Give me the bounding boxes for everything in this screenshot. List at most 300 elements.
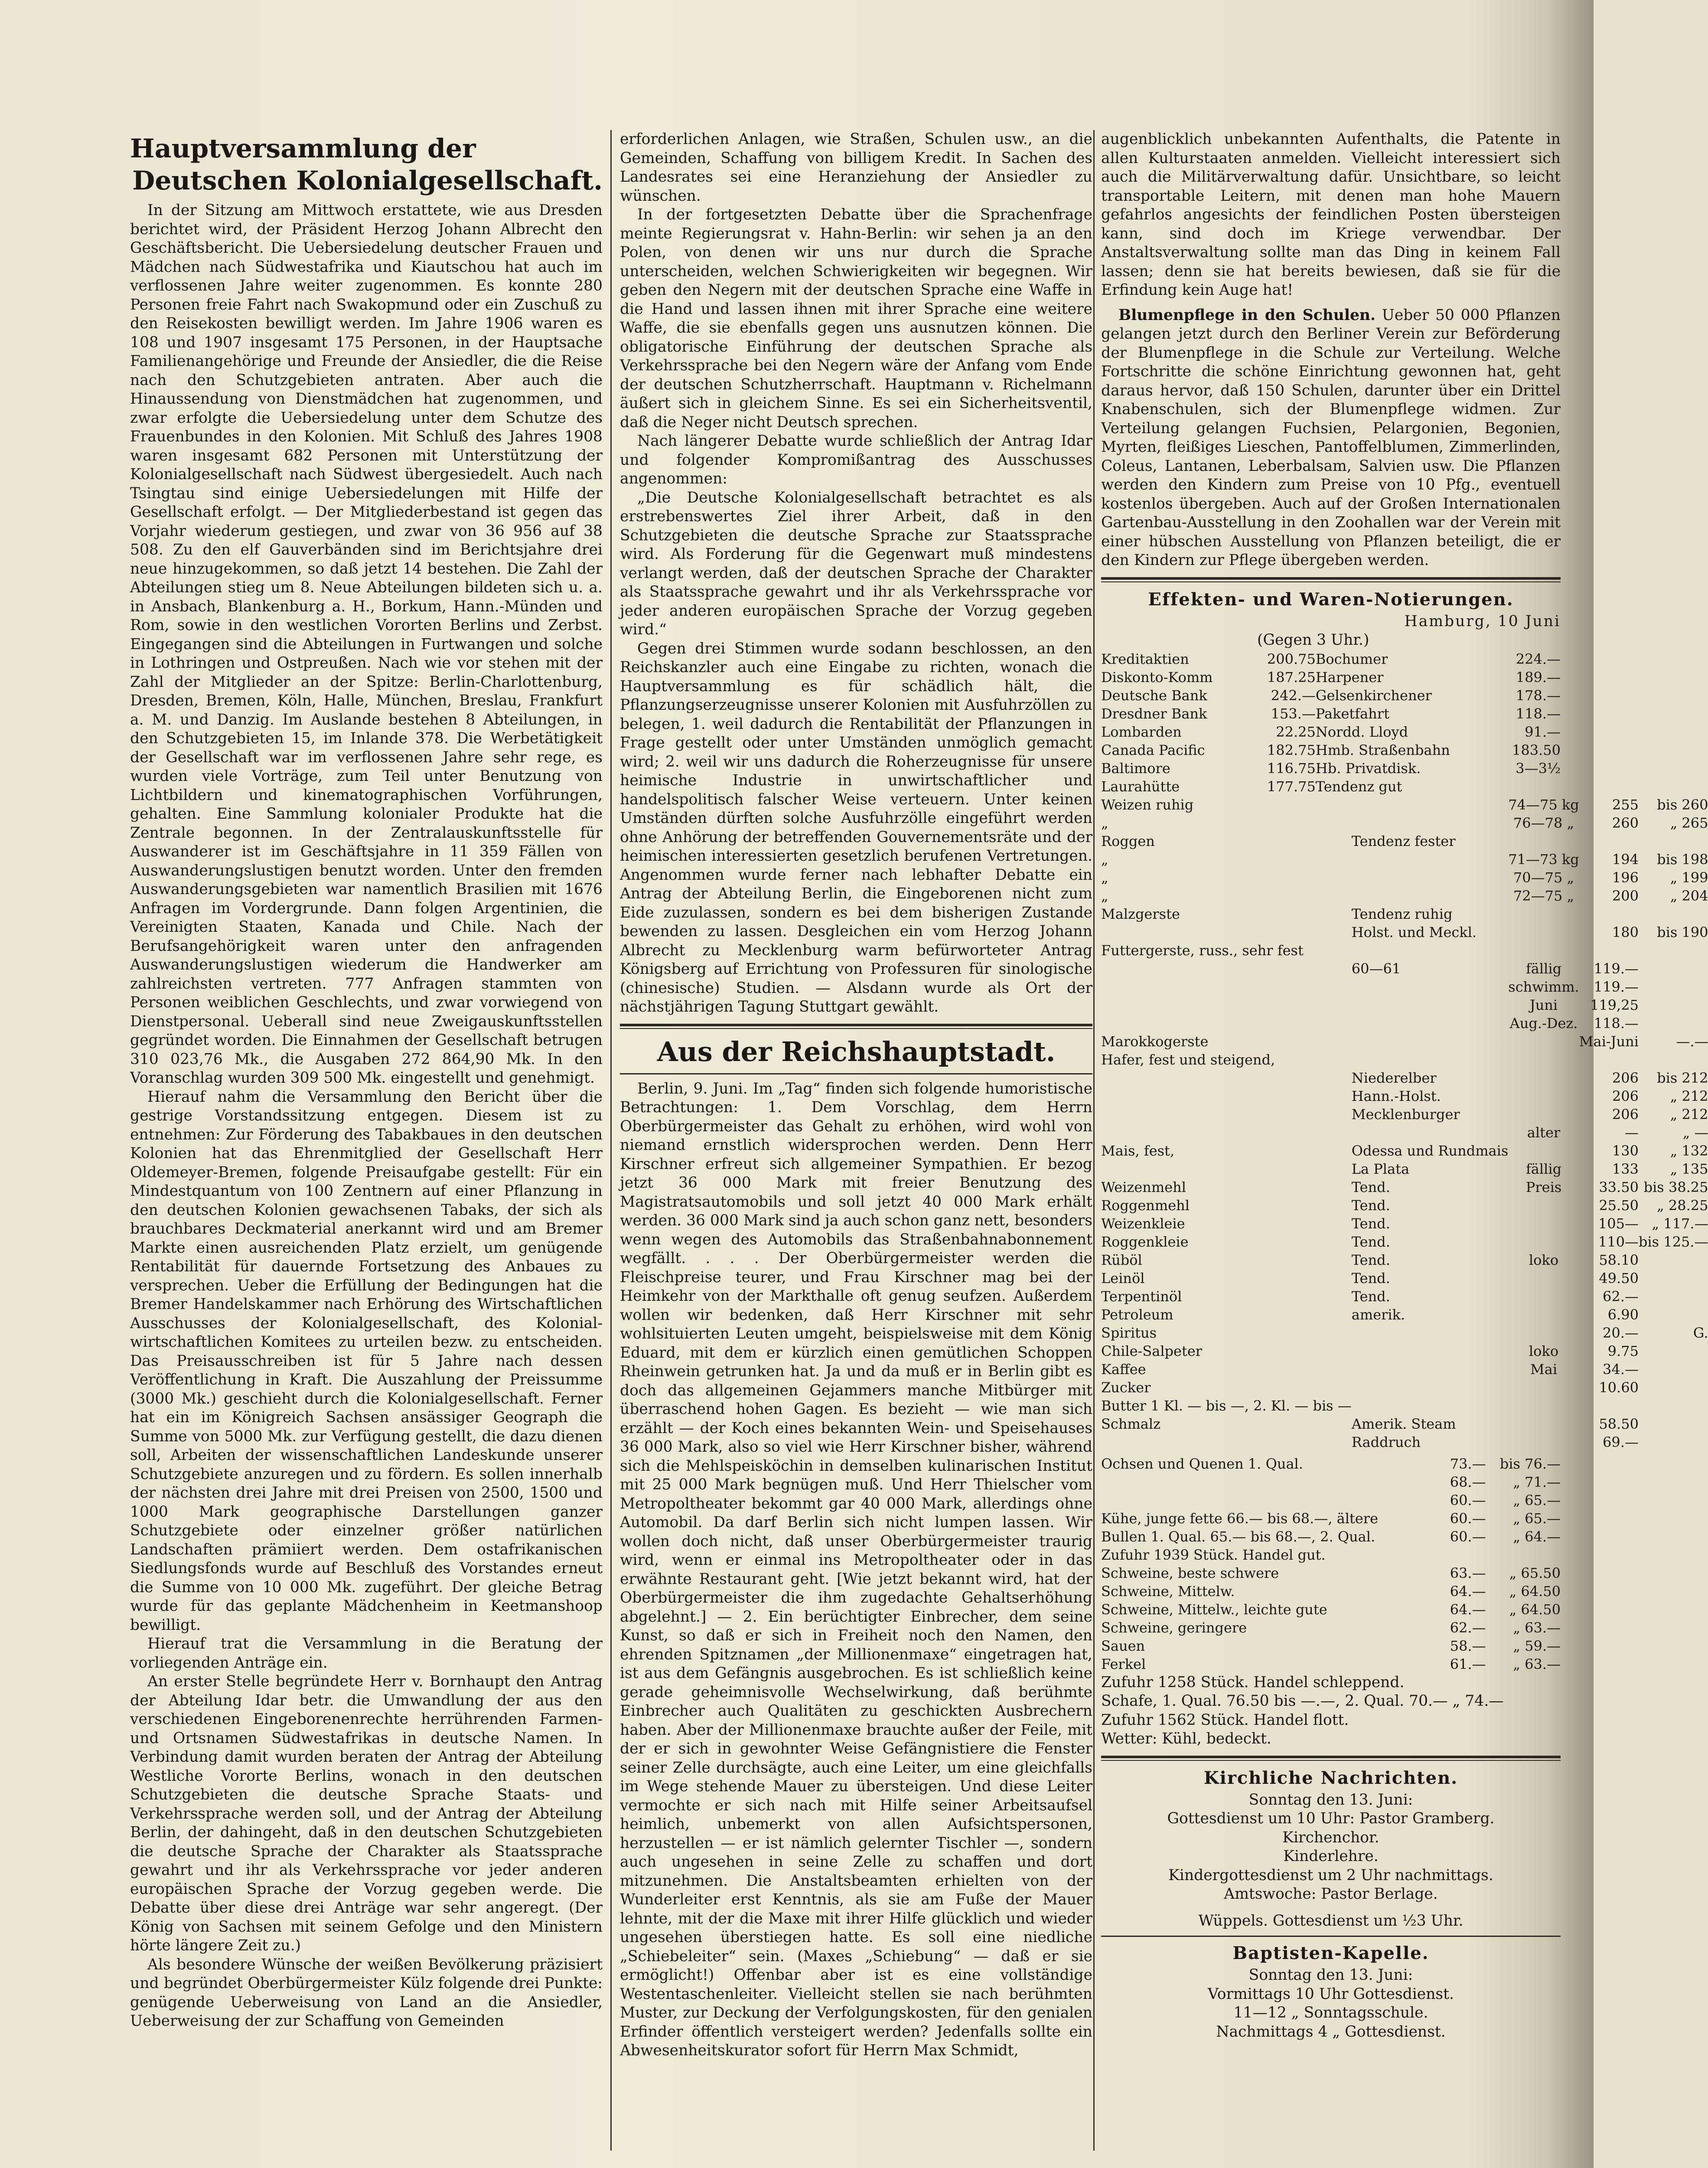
church-title: Kirchliche Nachrichten. (1203, 1767, 1458, 1788)
commodity-row-cell: „ 265 (1670, 814, 1708, 831)
livestock-row-cell: „ 63.— (1513, 1619, 1561, 1636)
article-paragraph: An erster Stelle begründete Herr v. Bornhaupt den Antrag der Abteilung Idar betr. die Umwandlung der aus den verschiedenen Eingeborenenrechte herrührenden Farmen- und Ortsnamen Südwestafrikas in deutsche Namen. In Verbindung damit wurden beraten der Antrag der Abteilung Westliche Vororte Berlins, wonach in den deutschen Schutzgebieten die deutsche Sprache Staats- und Verkehrssprache werden soll, und der Antrag der Abteilung Berlin, der dahingeht, daß in den deutschen Schutzgebieten die deutsche Sprache der Charakter als Staatssprache gewahrt und ihr als Verkehrssprache vor jeder anderen europäischen Sprache der Vorzug gegeben werde. Die Debatte über diese drei Anträge war sehr angeregt. (Der König von Sachsen mit seinem Gefolge und den Ministern hörte längere Zeit zu.) (130, 1673, 603, 1954)
commodity-row-cell (1639, 1378, 1708, 1397)
stock-row-cell: Deutsche Bank (1101, 687, 1207, 704)
section-divider (1101, 577, 1561, 582)
commodity-row-cell (1508, 905, 1579, 923)
commodity-row-cell (1352, 1032, 1509, 1051)
commodity-row-cell: Zucker (1101, 1379, 1151, 1396)
commodity-row-cell (1352, 978, 1509, 996)
commodity-row (1101, 1342, 1708, 1360)
commodity-row-cell: Tend. (1351, 1215, 1390, 1232)
church-line: Kirchenchor. (1282, 1828, 1379, 1846)
commodity-row-cell: 110— (1598, 1233, 1639, 1250)
stock-row-cell: Harpener (1315, 669, 1384, 686)
commodity-row-cell: 180 (1612, 924, 1639, 940)
commodity-row-cell: 119.— (1594, 960, 1639, 977)
commodity-row-cell (1639, 1051, 1708, 1069)
commodity-row-cell: „ 204 (1670, 887, 1708, 904)
livestock-row-cell: Schweine, beste schwere (1101, 1564, 1279, 1581)
commodity-row-cell (1352, 1397, 1509, 1415)
stock-row (1101, 650, 1561, 668)
commodity-row (1101, 1287, 1708, 1306)
livestock-row-cell: Schweine, Mittelw. (1101, 1583, 1235, 1600)
commodity-row-cell (1101, 1087, 1352, 1105)
commodity-row-cell: „ (1101, 887, 1108, 904)
commodity-row-cell (1508, 1032, 1579, 1051)
commodity-row-cell: 119,25 (1590, 996, 1639, 1013)
baptist-line: Vormittags 10 Uhr Gottesdienst. (1208, 1985, 1454, 2003)
commodity-row-cell: Amerik. Steam (1351, 1415, 1456, 1432)
commodity-row (1101, 1051, 1708, 1069)
article-paragraph: In der fortgesetzten Debatte über die Sprachenfrage meinte Regierungsrat v. Hahn-Berlin: wir sehen ja an den Polen, von denen wir uns nur durch die Sprache unterscheiden, welchen Schwierigkeiten wir begegnen. Wir geben den Negern mit der deutschen Sprache eine Waffe in die Hand und lassen ihnen mit ihrer Sprache eine weitere Waffe, die sie ebenfalls gegen uns ausnutzen können. Die obligatorische Einführung der deutschen Sprache als Verkehrssprache bei den Negern wäre der Anfang vom Ende der deutschen Schutzherrschaft. Hauptmann v. Richelmann äußert sich in gleichem Sinne. Es sei ein Sicherheitsventil, daß die Neger nicht Deutsch sprechen. (620, 206, 1092, 431)
headline-line-2: Deutschen Kolonialgesellschaft. (132, 166, 603, 196)
commodity-row (1101, 1160, 1708, 1178)
commodity-row-cell (1508, 1051, 1579, 1069)
blumen-text: Ueber 50 000 Pflanzen gelangen jetzt durch den Berliner Verein zur Beförderung der Blumenpflege in die Schule zur Verteilung. Welche Fortschritte die schöne Einrichtung gewonnen hat, geht daraus hervor, daß 150 Schulen, darunter über ein Drittel Knabenschulen, sich der Blumenpflege widmen. Zur Verteilung gelangen Fuchsien, Pelargonien, Begonien, Myrten, fleißiges Lieschen, Pantoffelblumen, Zimmerlinden, Coleus, Lantanen, Leberbalsam, Salvien usw. Die Pflanzen werden den Kindern zum Preise von 10 Pfg., eventuell kostenlos übergeben. Auch auf der Großen Internationalen Gartenbau-Ausstellung in den Zoohallen war der Verein mit einer hübschen Ausstellung von Pflanzen beteiligt, die er den Kindern zur Pflege übergeben werden. (1101, 306, 1561, 569)
church-line: Kindergottesdienst um 2 Uhr nachmittags. (1168, 1866, 1493, 1884)
commodity-row-cell: 34.— (1603, 1361, 1639, 1378)
commodity-row (1101, 960, 1708, 978)
commodity-row (1101, 869, 1708, 887)
commodity-row-cell (1508, 1378, 1579, 1397)
stock-row-cell: Baltimore (1101, 760, 1170, 777)
commodity-row-cell: „ 199 (1670, 869, 1708, 886)
commodity-row-cell: Malzgerste (1101, 905, 1180, 922)
commodity-row (1101, 996, 1708, 1014)
livestock-row-cell: 60.— (1450, 1510, 1486, 1527)
commodity-row-cell: Tend. (1351, 1233, 1390, 1250)
stock-row-cell: Diskonto-Komm (1101, 669, 1213, 686)
article-paragraph: Nach längerer Debatte wurde schließlich der Antrag Idar und folgender Kompromißantrag des Ausschusses angenommen: (620, 432, 1092, 487)
livestock-row-cell: 63.— (1450, 1564, 1486, 1581)
commodity-row-cell: bis 212 (1657, 1069, 1708, 1086)
livestock-row (1101, 1619, 1561, 1637)
church-line: Sonntag den 13. Juni: (1248, 1791, 1413, 1809)
commodity-row-cell: 255 (1612, 796, 1639, 813)
commodity-row-cell (1639, 1360, 1708, 1378)
commodity-row-cell: Weizenmehl (1101, 1179, 1186, 1195)
commodity-row-cell (1352, 850, 1509, 869)
commodity-row-cell: 33.50 (1599, 1179, 1639, 1195)
market-time: (Gegen 3 Uhr.) (1257, 631, 1369, 649)
commodity-row-cell (1352, 1378, 1509, 1397)
commodity-row (1101, 887, 1708, 905)
stock-row (1101, 668, 1561, 686)
livestock-row (1101, 1491, 1561, 1509)
commodity-row-cell: Tend. (1351, 1179, 1390, 1195)
livestock-row-cell: 64.— (1450, 1601, 1486, 1618)
commodity-row (1101, 978, 1708, 996)
stock-row-cell: Hb. Privatdisk. (1315, 760, 1421, 777)
commodity-row-cell (1101, 996, 1352, 1014)
commodity-row-cell (1352, 1051, 1509, 1069)
livestock-note: Wetter: Kühl, bedeckt. (1101, 1730, 1271, 1747)
commodity-row-cell (1579, 832, 1639, 850)
commodity-row-cell: bis 125.— (1638, 1233, 1708, 1250)
commodity-row (1101, 1196, 1708, 1215)
commodity-row-cell: 200 (1612, 887, 1639, 904)
commodity-row-cell (1639, 832, 1708, 850)
livestock-row-cell: bis 76.— (1499, 1455, 1561, 1472)
stock-row-cell: Lombarden (1101, 723, 1182, 740)
commodity-row (1101, 1032, 1708, 1051)
headline-kolonialgesellschaft (130, 133, 603, 197)
headline-reichshauptstadt: Aus der Reichshauptstadt. (657, 1035, 1056, 1068)
commodity-row (1101, 1415, 1708, 1433)
church-line: Amtswoche: Pastor Berlage. (1224, 1885, 1438, 1903)
commodity-row-cell (1352, 814, 1509, 832)
commodity-row-cell (1579, 905, 1639, 923)
commodity-row-cell: Mai-Juni (1579, 1033, 1639, 1050)
market-title: Effekten- und Waren-Notierungen. (1148, 589, 1514, 610)
commodity-row-cell (1101, 1069, 1352, 1087)
commodity-table (1101, 796, 1708, 1451)
commodity-row-cell: „ 212 (1670, 1087, 1708, 1104)
commodity-row-cell: 25.50 (1599, 1197, 1639, 1214)
commodity-row-cell: Preis (1525, 1179, 1562, 1195)
commodity-row-cell: Juni (1529, 996, 1558, 1013)
baptist-title: Baptisten-Kapelle. (1232, 1943, 1429, 1963)
stock-row-cell: 118.— (1516, 705, 1561, 722)
commodity-row-cell: Leinöl (1101, 1270, 1145, 1286)
stock-row-cell: Bochumer (1315, 650, 1388, 667)
commodity-row-cell (1508, 1433, 1579, 1451)
livestock-row (1101, 1528, 1561, 1546)
commodity-row-cell (1508, 1142, 1579, 1160)
stock-row-cell: 22.25 (1276, 723, 1316, 740)
livestock-row-cell: 73.— (1450, 1455, 1486, 1472)
commodity-row-cell: 62.— (1603, 1288, 1639, 1305)
commodity-row-cell: bis 190 (1657, 924, 1708, 940)
commodity-row (1101, 1014, 1708, 1032)
commodity-row-cell: 133 (1612, 1160, 1639, 1177)
commodity-row-cell (1101, 1160, 1352, 1178)
commodity-row-cell: Kaffee (1101, 1361, 1146, 1378)
section-divider (1101, 1756, 1561, 1761)
commodity-row-cell: La Plata (1351, 1160, 1410, 1177)
commodity-row-cell (1508, 1306, 1579, 1324)
stock-row (1101, 705, 1561, 723)
livestock-row (1101, 1473, 1561, 1491)
commodity-row (1101, 905, 1708, 923)
commodity-row-cell (1508, 1287, 1579, 1306)
commodity-row-cell (1508, 1069, 1579, 1087)
commodity-row-cell: amerik. (1351, 1306, 1405, 1323)
commodity-row-cell: Tend. (1351, 1197, 1390, 1214)
commodity-row-cell (1508, 1087, 1579, 1105)
commodity-row-cell (1508, 832, 1579, 850)
commodity-row-cell (1352, 869, 1509, 887)
commodity-row-cell: Tendenz ruhig (1351, 905, 1453, 922)
commodity-row-cell: Holst. und Meckl. (1351, 924, 1477, 940)
baptist-line: 11—12 „ Sonntagsschule. (1233, 2004, 1428, 2021)
stock-row-cell: Kreditaktien (1101, 650, 1189, 667)
commodity-row-cell (1101, 923, 1352, 941)
commodity-row (1101, 941, 1708, 960)
commodity-row-cell: Butter 1 Kl. — bis —, 2. Kl. — bis — (1101, 1397, 1352, 1414)
commodity-row-cell: Tend. (1351, 1251, 1390, 1268)
commodity-row-cell: 58.10 (1599, 1251, 1639, 1268)
commodity-row-cell: 206 (1612, 1069, 1639, 1086)
livestock-row-cell: „ 65.— (1513, 1492, 1561, 1508)
commodity-row-cell: fällig (1525, 960, 1562, 977)
livestock-row-cell (1101, 1473, 1442, 1491)
commodity-row-cell: Marokkogerste (1101, 1033, 1209, 1050)
commodity-row-cell: 260 (1612, 814, 1639, 831)
commodity-row-cell (1101, 978, 1352, 996)
livestock-row-cell: Sauen (1101, 1637, 1145, 1654)
commodity-row-cell: „ (1101, 869, 1108, 886)
livestock-row-cell: 64.— (1450, 1583, 1486, 1600)
market-place: Hamburg, 10 Juni (1404, 612, 1561, 630)
livestock-row-cell: Schweine, geringere (1101, 1619, 1247, 1636)
column-rule (610, 130, 612, 2151)
commodity-row-cell: Hann.-Holst. (1351, 1087, 1441, 1104)
livestock-row-cell: „ 64.— (1513, 1528, 1561, 1545)
livestock-row-cell: 61.— (1450, 1655, 1486, 1672)
commodity-row (1101, 796, 1708, 814)
commodity-row-cell: G. (1693, 1324, 1708, 1341)
commodity-row-cell (1352, 996, 1509, 1014)
commodity-row-cell (1639, 960, 1708, 978)
article-paragraph: Hierauf nahm die Versammlung den Bericht über die gestrige Vorstandssitzung entgegen. Diesem ist zu entnehmen: Zur Förderung des Tabakbaues in den deutschen Kolonien hat das Ehrenmitglied der Gesellschaft Herr Oldemeyer-Bremen, folgende Preisaufgabe gestellt: Für ein Mindestquantum von 100 Zentnern auf einer Pflanzung in den deutschen Kolonien gewachsenen Tabaks, der sich als brauchbares Deckmaterial anerkannt wird und am Bremer Markte einen ausreichenden Platz erzielt, um genügende Rentabilität für dauernde Fortsetzung des Anbaues zu versprechen. Ueber die Erfüllung der Bedingungen hat die Bremer Handelskammer nach Erhörung des Wirtschaftlichen Ausschusses der Kolonialgesellschaft, des Kolonial-wirtschaftlichen Komitees zu urteilen bezw. zu entscheiden. Das Preisausschreiben ist für 5 Jahre nach dessen Veröffentlichung in Kraft. Die Auszahlung der Preissumme (3000 Mk.) geschieht durch die Kolonialgesellschaft. Ferner hat ein im Königreich Sachsen ansässiger Geograph die Summe von 5000 Mk. zur Verfügung gestellt, die dazu dienen soll, Arbeiten der wissenschaftlichen Landeskunde unserer Schutzgebiete anzuregen und zu fördern. Es sollen innerhalb der nächsten drei Jahre mit drei Preisen von 2500, 1500 und 1000 Mark geographische Darstellungen ganzer Schutzgebiete oder einzelner größer natürlichen Landschaften prämiiert werden. Dem ostafrikanischen Siedlungsfonds wurde auf Beschluß des Vorstandes erneut die Summe von 10 000 Mk. zugeführt. Der gleiche Betrag wurde für das geplante Mädchenheim in Keetmanshoop bewilligt. (130, 1088, 603, 1634)
commodity-row-cell (1508, 1397, 1579, 1415)
livestock-row-cell (1101, 1491, 1442, 1509)
commodity-row-cell: 49.50 (1599, 1270, 1639, 1286)
commodity-row-cell (1639, 1306, 1708, 1324)
stock-row-cell: Gelsenkirchener (1315, 687, 1432, 704)
commodity-row-cell: Weizenkleie (1101, 1215, 1185, 1232)
livestock-row (1101, 1455, 1561, 1473)
commodity-row-cell: 194 (1612, 851, 1639, 868)
commodity-row-cell: 196 (1612, 869, 1639, 886)
commodity-row-cell (1639, 941, 1708, 960)
stock-row-cell: 153.— (1271, 705, 1316, 722)
commodity-row-cell: Raddruch (1351, 1433, 1421, 1450)
commodity-row-cell (1639, 1251, 1708, 1269)
commodity-row (1101, 1251, 1708, 1269)
commodity-row-cell: „ 212 (1670, 1106, 1708, 1123)
article-paragraph: Gegen drei Stimmen wurde sodann beschlossen, an den Reichskanzler auch eine Eingabe zu richten, wonach die Hauptversammlung es für schädlich hält, die Pflanzungserzeugnisse unserer Kolonien mit Ausfuhrzöllen zu belegen, 1. weil dadurch die Rentabilität der Pflanzungen in Frage gestellt oder unter Umständen unmöglich gemacht wird; 2. weil wir uns dadurch die Roherzeugnisse für unsere heimische Industrie in unwirtschaftlicher und handelspolitisch falscher Weise verteuern. Unter keinen Umständen dürften solche Ausfuhrzölle eingeführt werden ohne Anhörung der betreffenden Gouvernementsräte und der heimischen interessierten gesetzlich berufenen Vertretungen. Angenommen wurde ferner nach lebhafter Debatte ein Antrag der Abteilung Berlin, die Eingeborenen nicht zum Eide zuzulassen, sondern es bei dem bisherigen Zustande bewenden zu lassen. Desgleichen ein vom Herzog Johann Albrecht zu Mecklenburg warm befürworteter Antrag Königsberg auf Errichtung von Professuren für sinologische (chinesische) Studien. — Alsdann wurde als Ort der nächstjährigen Tagung Stuttgart gewählt. (620, 640, 1092, 1015)
commodity-row-cell (1639, 1014, 1708, 1032)
commodity-row-cell: Roggen (1101, 833, 1155, 849)
commodity-row-cell: 69.— (1603, 1433, 1639, 1450)
livestock-row-cell: 68.— (1450, 1473, 1486, 1490)
commodity-row-cell: Tend. (1351, 1288, 1390, 1305)
livestock-row-cell: „ 63.— (1513, 1655, 1561, 1672)
commodity-row-cell: 10.60 (1599, 1379, 1639, 1396)
commodity-row-cell (1508, 1215, 1579, 1233)
livestock-row (1101, 1600, 1561, 1619)
blumen-notice (1101, 306, 1561, 570)
commodity-row-cell: 206 (1612, 1106, 1639, 1123)
livestock-note: Schafe, 1. Qual. 76.50 bis —.—, 2. Qual. 70.— „ 74.— (1101, 1692, 1504, 1710)
commodity-row-cell (1352, 1360, 1509, 1378)
commodity-row-cell: 9.75 (1607, 1342, 1639, 1359)
baptist-line: Sonntag den 13. Juni: (1248, 1966, 1413, 1984)
church-line: Kinderlehre. (1283, 1848, 1379, 1865)
commodity-row-cell (1639, 1397, 1708, 1415)
stock-row-cell: 116.75 (1267, 760, 1316, 777)
livestock-row-cell (1442, 1546, 1486, 1564)
commodity-row-cell (1639, 1287, 1708, 1306)
commodity-row-cell (1101, 1014, 1352, 1032)
article-paragraph: Als besondere Wünsche der weißen Bevölkerung präzisiert und begründet Oberbürgermeister Külz folgende drei Punkte: genügende Ueberweisung von Land an die Ansiedler, Ueberweisung der zur Schaffung von Gemeinden (130, 1956, 603, 2030)
livestock-row (1101, 1564, 1561, 1582)
commodity-row (1101, 923, 1708, 941)
livestock-row-cell (1486, 1546, 1561, 1564)
commodity-row-cell: bis 260 (1657, 796, 1708, 813)
commodity-row-cell: Aug.-Dez. (1509, 1015, 1578, 1032)
commodity-row-cell: Mais, fest, (1101, 1142, 1175, 1159)
commodity-row-cell (1352, 796, 1509, 814)
commodity-row (1101, 1306, 1708, 1324)
commodity-row-cell (1639, 978, 1708, 996)
livestock-row-cell: Schweine, Mittelw., leichte gute (1101, 1601, 1327, 1618)
commodity-row-cell: Schmalz (1101, 1415, 1160, 1432)
commodity-row-cell: 72—75 „ (1513, 887, 1574, 904)
commodity-row-cell: Niederelber (1351, 1069, 1437, 1086)
livestock-row-cell: Ochsen und Quenen 1. Qual. (1101, 1455, 1303, 1472)
commodity-row (1101, 814, 1708, 832)
livestock-row-cell: „ 65.— (1513, 1510, 1561, 1527)
livestock-note: Zufuhr 1258 Stück. Handel schleppend. (1101, 1673, 1405, 1691)
livestock-row-cell: 58.— (1450, 1637, 1486, 1654)
livestock-row-cell: Bullen 1. Qual. 65.— bis 68.—, 2. Qual. (1101, 1528, 1376, 1545)
commodity-row-cell (1508, 941, 1579, 960)
commodity-row-cell (1101, 1105, 1352, 1123)
livestock-row-cell: „ 59.— (1513, 1637, 1561, 1654)
commodity-row-cell: loko (1529, 1251, 1559, 1268)
commodity-row-cell (1352, 887, 1509, 905)
commodity-row-cell (1101, 1433, 1352, 1451)
commodity-row-cell: alter (1527, 1124, 1561, 1141)
commodity-row (1101, 1360, 1708, 1378)
stock-row (1101, 741, 1561, 759)
commodity-row-cell: 130 (1612, 1142, 1639, 1159)
commodity-row-cell (1352, 941, 1509, 960)
livestock-table (1101, 1455, 1561, 1673)
stock-row-cell: Canada Pacific (1101, 741, 1205, 758)
commodity-row-cell (1579, 941, 1639, 960)
commodity-row-cell (1639, 1342, 1708, 1360)
commodity-row-cell: 206 (1612, 1087, 1639, 1104)
headline-line-1: Hauptversammlung der (130, 134, 476, 164)
commodity-row-cell: —.— (1676, 1033, 1708, 1050)
commodity-row-cell: Mai (1530, 1361, 1558, 1378)
stock-row-cell: Laurahütte (1101, 778, 1180, 795)
livestock-row-cell: Zufuhr 1939 Stück. Handel gut. (1101, 1546, 1326, 1563)
commodity-row (1101, 832, 1708, 850)
blumen-title: Blumenpflege in den Schulen. (1118, 306, 1376, 324)
divider (1101, 1936, 1561, 1937)
article-paragraph: Berlin, 9. Juni. Im „Tag“ finden sich folgende humoristische Betrachtungen: 1. Dem Vorschlag, dem Herrn Oberbürgermeister das Gehalt zu erhöhen, wird wohl von niemand ernstlich widersprochen werden. Denn Herr Kirschner erfreut sich allgemeiner Sympathien. Er bezog jetzt 36 000 Mark mit freier Benutzung des Magistratsautomobils und soll jetzt 40 000 Mark erhält werden. 36 000 Mark sind ja auch schon ganz nett, besonders wenn wegen des Automobils das Straßenbahnabonnement wegfällt. . . . Der Oberbürgermeister werden die Fleischpreise teurer, und Frau Kirschner mag bei der Heimkehr von der Markthalle oft genug seufzen. Außerdem wollen wir bedenken, daß Herr Kirschner mit sehr wohlsituierten Leuten umgeht, beispielsweise mit dem König Eduard, mit dem er kürzlich einen gemütlichen Schoppen Rheinwein getrunken hat. Ja und da muß er in Berlin gibt es doch das allgemeinen Gejammers manche Mitbürger mit überraschend hohen Gagen. Es bezieht — wie man sich erzählt — der Koch eines bekannten Wein- und Speisehauses 36 000 Mark, also so viel wie Herr Kirschner bisher, während sich die Mehlspeisköchin in demselben kulinarischen Institut mit 25 000 Mark begnügen muß. Und Herr Thielscher vom Metropoltheater bekommt gar 40 000 Mark, allerdings ohne Automobil. Da darf Berlin sich nicht lumpen lassen. Wir wollen doch nicht, daß unser Oberbürgermeister traurig wird, wenn er einmal ins Metropoltheater oder in das erwähnte Restaurant geht. [Wie jetzt bekannt wird, hat der Oberbürgermeister die ihm zugedachte Gehaltserhöhung abgelehnt.] — 2. Ein berüchtigter Einbrecher, dem seine Kunst, so daß er sich in Freiheit noch den Namen, den ehrenden Spitznamen „der Millionenmaxe“ eingetragen hat, ist aus dem Gefängnis ausgebrochen. Es ist schließlich keine gerade geheimnisvolle Wechselwirkung, daß berühmte Einbrecher auch Qualitäten zu geschickten Ausbrechern haben. Aber der Millionenmaxe brauchte außer der Feile, mit der er sich in gewohnter Weise Gefängnistiere die Fenster seiner Zelle durchsägte, auch eine Leiter, um eine gleichfalls im Wege stehende Mauer zu übersteigen. Und diese Leiter vermochte er sich nach mit Hilfe seiner Arbeitsaufsel heimlich, unbemerkt von allen Aufsichtspersonen, herzustellen — er ist nämlich gelernter Tischler —, sondern auch ungesehen in seine Zelle zu schaffen und dort mitzunehmen. Die Anstaltsbeamten erhielten von der Wunderleiter erst Kenntnis, als sie am Fuße der Mauer lehnte, mit der die Maxe mit ihrer Hilfe glücklich und wieder ungesehen überstiegen hatte. Es soll eine niedliche „Schiebeleiter“ sein. (Maxes „Schiebung“ — daß er sie ermöglicht!) Offenbar aber ist es eine vollständige Westentaschenleiter. Vielleicht stellen sie nach berühmten Muster, zur Deckung der Verfolgungskosten, für den genialen Erfinder öffentlich versteigert werden? Jedenfalls sollte ein Abwesenheitskurator sofort für Herrn Max Schmidt, (620, 1080, 1092, 2059)
stock-row-cell: 178.— (1516, 687, 1561, 704)
commodity-row-cell: 119.— (1594, 978, 1639, 995)
livestock-row-cell: „ 65.50 (1509, 1564, 1561, 1581)
commodity-row-cell: 118.— (1594, 1015, 1639, 1032)
livestock-row (1101, 1655, 1561, 1673)
commodity-row-cell: Odessa und Rundmais (1351, 1142, 1509, 1159)
commodity-row-cell (1352, 1014, 1509, 1032)
commodity-row-cell (1508, 1324, 1579, 1342)
headline-rule (620, 1073, 1092, 1074)
commodity-row-cell (1352, 1123, 1509, 1142)
stock-row-cell: 200.75 (1267, 650, 1316, 667)
stock-row (1101, 759, 1561, 777)
commodity-row-cell: Roggenkleie (1101, 1233, 1189, 1250)
commodity-row-cell: 60—61 (1351, 960, 1401, 977)
article-quote: „Die Deutsche Kolonialgesellschaft betrachtet es als erstrebenswertes Ziel ihrer Arbeit, daß in den Schutzgebieten die deutsche Sprache zur Staatssprache wird. Als Forderung für die Gegenwart muß mindestens verlangt werden, daß der deutschen Sprache der Charakter als Staatssprache gewahrt und ihr als Verkehrssprache vor jeder anderen europäischen Sprache der Vorzug gegeben wird.“ (620, 489, 1092, 638)
commodity-row-cell: fällig (1525, 1160, 1562, 1177)
commodity-row-cell: Spiritus (1101, 1324, 1157, 1341)
stock-row-cell: Hmb. Straßenbahn (1315, 741, 1450, 758)
stock-row-cell: 187.25 (1267, 669, 1316, 686)
livestock-row (1101, 1546, 1561, 1564)
baptist-line: Nachmittags 4 „ Gottesdienst. (1216, 2023, 1446, 2041)
commodity-row-cell: Terpentinöl (1101, 1288, 1182, 1305)
commodity-row (1101, 1142, 1708, 1160)
commodity-row-cell: 74—75 kg (1508, 796, 1579, 813)
livestock-row (1101, 1637, 1561, 1655)
stock-row-cell: 177.75 (1267, 778, 1316, 795)
commodity-row-cell: Chile-Salpeter (1101, 1342, 1203, 1359)
commodity-row-cell: bis 198 (1657, 851, 1708, 868)
commodity-row-cell (1508, 1196, 1579, 1215)
livestock-row-cell: Ferkel (1101, 1655, 1146, 1672)
commodity-row-cell (1639, 1269, 1708, 1287)
livestock-row (1101, 1509, 1561, 1528)
stock-row-cell: 3—3½ (1516, 760, 1561, 777)
stock-row-cell: 183.50 (1512, 741, 1561, 758)
column-1 (130, 130, 603, 2031)
commodity-row-cell: 105— (1598, 1215, 1639, 1232)
stock-row (1101, 723, 1561, 741)
livestock-row-cell: „ 64.50 (1509, 1583, 1561, 1600)
commodity-row-cell (1508, 1233, 1579, 1251)
stock-row-cell: Tendenz gut (1315, 778, 1402, 795)
commodity-row-cell: „ 132 (1670, 1142, 1708, 1159)
stock-row-cell: Nordd. Lloyd (1315, 723, 1408, 740)
column-rule (1093, 130, 1095, 2151)
commodity-row-cell (1579, 1397, 1639, 1415)
livestock-row-cell: „ 64.50 (1509, 1601, 1561, 1618)
commodity-row-cell (1101, 1123, 1352, 1142)
stock-row-cell: 224.— (1516, 650, 1561, 667)
commodity-row-cell: Petroleum (1101, 1306, 1173, 1323)
commodity-row-cell: „ 117.— (1652, 1215, 1708, 1232)
commodity-row-cell: schwimm. (1508, 978, 1579, 995)
stock-row-cell: Paketfahrt (1315, 705, 1389, 722)
commodity-row (1101, 1178, 1708, 1196)
commodity-row (1101, 1069, 1708, 1087)
livestock-row-cell: 60.— (1450, 1528, 1486, 1545)
article-paragraph: In der Sitzung am Mittwoch erstattete, wie aus Dresden berichtet wird, der Präsident Herzog Johann Albrecht den Geschäftsbericht. Die Uebersiedelung deutscher Frauen und Mädchen nach Südwestafrika und Kiautschou hat auch im verflossenen Jahre weiter zugenommen. Es konnte 280 Personen freie Fahrt nach Swakopmund oder ein Zuschuß zu den Reisekosten bewilligt werden. Im Jahre 1906 waren es 108 und 1907 insgesamt 175 Personen, in der Hauptsache Familienangehörige und Freunde der Ansiedler, die die Reise nach den Schutzgebieten antraten. Aber auch die Hinaussendung von Dienstmädchen hat zugenommen, und zwar erfolgte die Uebersiedelung unter dem Schutze des Frauenbundes in den Kolonien. Mit Schluß des Jahres 1908 waren insgesamt 682 Personen mit Unterstützung der Kolonialgesellschaft nach Südwest übergesiedelt. Auch nach Tsingtau sind einige Uebersiedelungen mit Hilfe der Gesellschaft erfolgt. — Der Mitgliederbestand ist gegen das Vorjahr wiederum gestiegen, und zwar von 36 956 auf 38 508. Zu den elf Gauverbänden sind im Berichtsjahre drei neue hinzugekommen, so daß jetzt 14 bestehen. Die Zahl der Abteilungen stieg um 8. Neue Abteilungen bildeten sich u. a. in Ansbach, Blankenburg a. H., Borkum, Hann.-Münden und Rom, sowie in den westlichen Vororten Berlins und Zerbst. Eingegangen sind die Abteilungen in Furtwangen und solche in Lothringen und Ostpreußen. Nach wie vor stehen mit der Zahl der Mitglieder an der Spitze: Berlin-Charlottenburg, Dresden, Bremen, Köln, Halle, München, Breslau, Frankfurt a. M. und Danzig. Im Auslande bestehen 8 Abteilungen, in den Schutzgebieten 15, im Inlande 378. Die Werbetätigkeit der Gesellschaft war im verflossenen Jahre sehr rege, es wurden viele Vorträge, zum Teil unter Benutzung von Lichtbildern und kinematographischen Vorführungen, gehalten. Eine Sammlung kolonialer Produkte hat die Zentrale begonnen. In der Zentralauskunftsstelle für Auswanderer ist im Geschäftsjahre in 11 359 Fällen von Auswanderungslustigen benutzt worden. Unter den fremden Auswanderungsgebieten war namentlich Brasilien mit 1676 Anfragen im Vordergrunde. Dann folgen Argentinien, die Vereinigten Staaten, Kanada und Chile. Nach der Berufsangehörigkeit waren unter den anfragenden Auswanderungslustigen wiederum die Handwerker am zahlreichsten vertreten. 777 Anfragen stammten von Personen weiblichen Geschlechts, und zwar vorwiegend von Dienstpersonal. Ueberall sind neue Zweigauskunftsstellen gegründet worden. Die Einnahmen der Gesellschaft betrugen 310 023,76 Mk., die Ausgaben 272 864,90 Mk. In den Voranschlag wurden 309 500 Mk. eingestellt und genehmigt. (130, 202, 603, 1087)
stock-row-cell: 242.— (1271, 687, 1316, 704)
commodity-row (1101, 1233, 1708, 1251)
commodity-row-cell: „ 135 (1670, 1160, 1708, 1177)
article-paragraph: erforderlichen Anlagen, wie Straßen, Schulen usw., an die Gemeinden, Schaffung von billigem Kredit. In Sachen des Landesrates sei eine Heranziehung der Ansiedler zu wünschen. (620, 131, 1092, 205)
church-notice (1101, 1791, 1561, 1904)
commodity-row-cell (1352, 1324, 1509, 1342)
commodity-row-cell: Futtergerste, russ., sehr fest (1101, 942, 1304, 959)
commodity-row-cell: Rüböl (1101, 1251, 1142, 1268)
article-paragraph: Hierauf trat die Versammlung in die Beratung der vorliegenden Anträge ein. (130, 1635, 603, 1672)
stock-row-cell: 182.75 (1267, 741, 1316, 758)
commodity-row (1101, 850, 1708, 869)
livestock-row-cell: Kühe, junge fette 66.— bis 68.—, ältere (1101, 1510, 1378, 1527)
